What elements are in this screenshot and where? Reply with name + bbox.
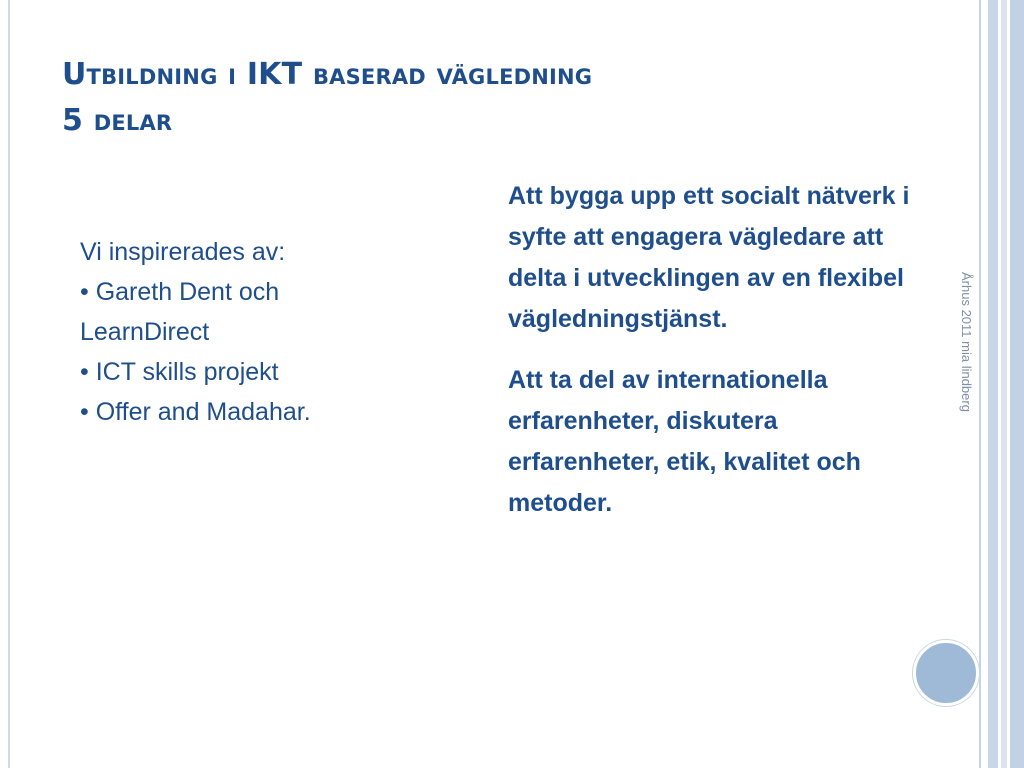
bullet-item: • Gareth Dent och LearnDirect: [80, 272, 410, 352]
title-line-2: 5 delar: [62, 103, 173, 138]
title-line-1: Utbildning i IKT baserad vägledning: [62, 57, 593, 92]
bullet-item: • Offer and Madahar.: [80, 392, 410, 432]
stripe: [988, 0, 998, 768]
stripe: [1010, 0, 1024, 768]
circle-decoration: [913, 640, 979, 706]
bullet-item: • ICT skills projekt: [80, 352, 410, 392]
left-border-line: [8, 0, 10, 768]
right-text-column: [508, 176, 918, 544]
slide-title: [62, 52, 882, 144]
right-stripe-decoration: [976, 0, 1024, 768]
paragraph: Att ta del av internationella erfarenheter, diskutera erfarenheter, etik, kvalitet och metoder.: [508, 366, 861, 517]
intro-text: Vi inspirerades av:: [80, 238, 286, 266]
footer-text: Århus 2011 mia lindberg: [959, 272, 974, 412]
paragraph: Att bygga upp ett socialt nätverk i syfte att engagera vägledare att delta i utvecklingen av en flexibel vägledningstjänst.: [508, 182, 910, 333]
stripe: [981, 0, 988, 768]
left-text-column: [80, 232, 410, 432]
